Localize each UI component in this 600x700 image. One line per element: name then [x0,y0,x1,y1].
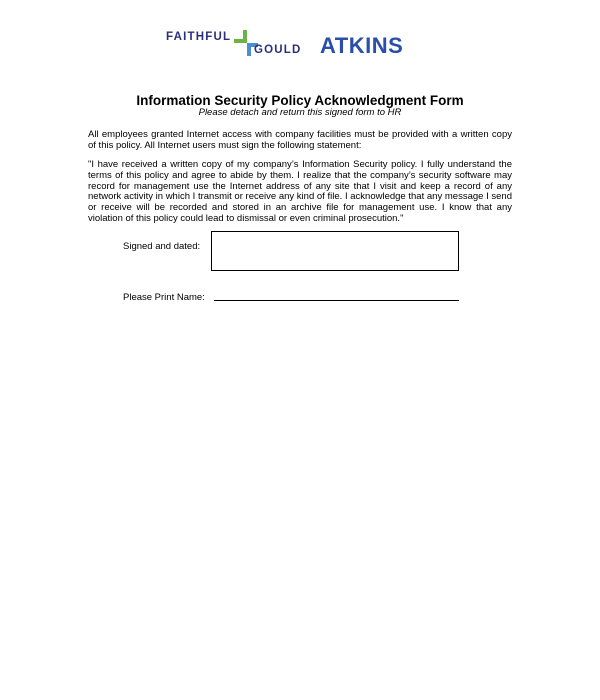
acknowledgment-statement: "I have received a written copy of my company’s Information Security policy. I fully understand the terms of this policy and agree to abide by them. I realize that the company’s security software may record for management use the Internet address of any site that I visit and keep a record of any network activity in which I transmit or receive any kind of file. I acknowledge that any message I send or receive will be recorded and stored in an archive file for management use. I know that any violation of this policy could lead to dismissal or even criminal prosecution." [88,159,512,224]
faithful-gould-logo [166,28,316,60]
signature-box[interactable] [211,231,459,271]
print-name-field[interactable] [214,300,459,301]
signed-dated-label: Signed and dated: [123,241,201,252]
policy-intro-paragraph: All employees granted Internet access with company facilities must be provided with a written copy of this policy. All Internet users must sign the following statement: [88,129,512,151]
form-title: Information Security Policy Acknowledgment Form [136,93,464,108]
form-subtitle: Please detach and return this signed form to HR [198,107,402,118]
atkins-logo: ATKINS [320,33,404,58]
logo-faithful-text: FAITHFUL [166,31,232,43]
logo-gould-text: GOULD [254,44,302,56]
print-name-label: Please Print Name: [123,292,205,303]
